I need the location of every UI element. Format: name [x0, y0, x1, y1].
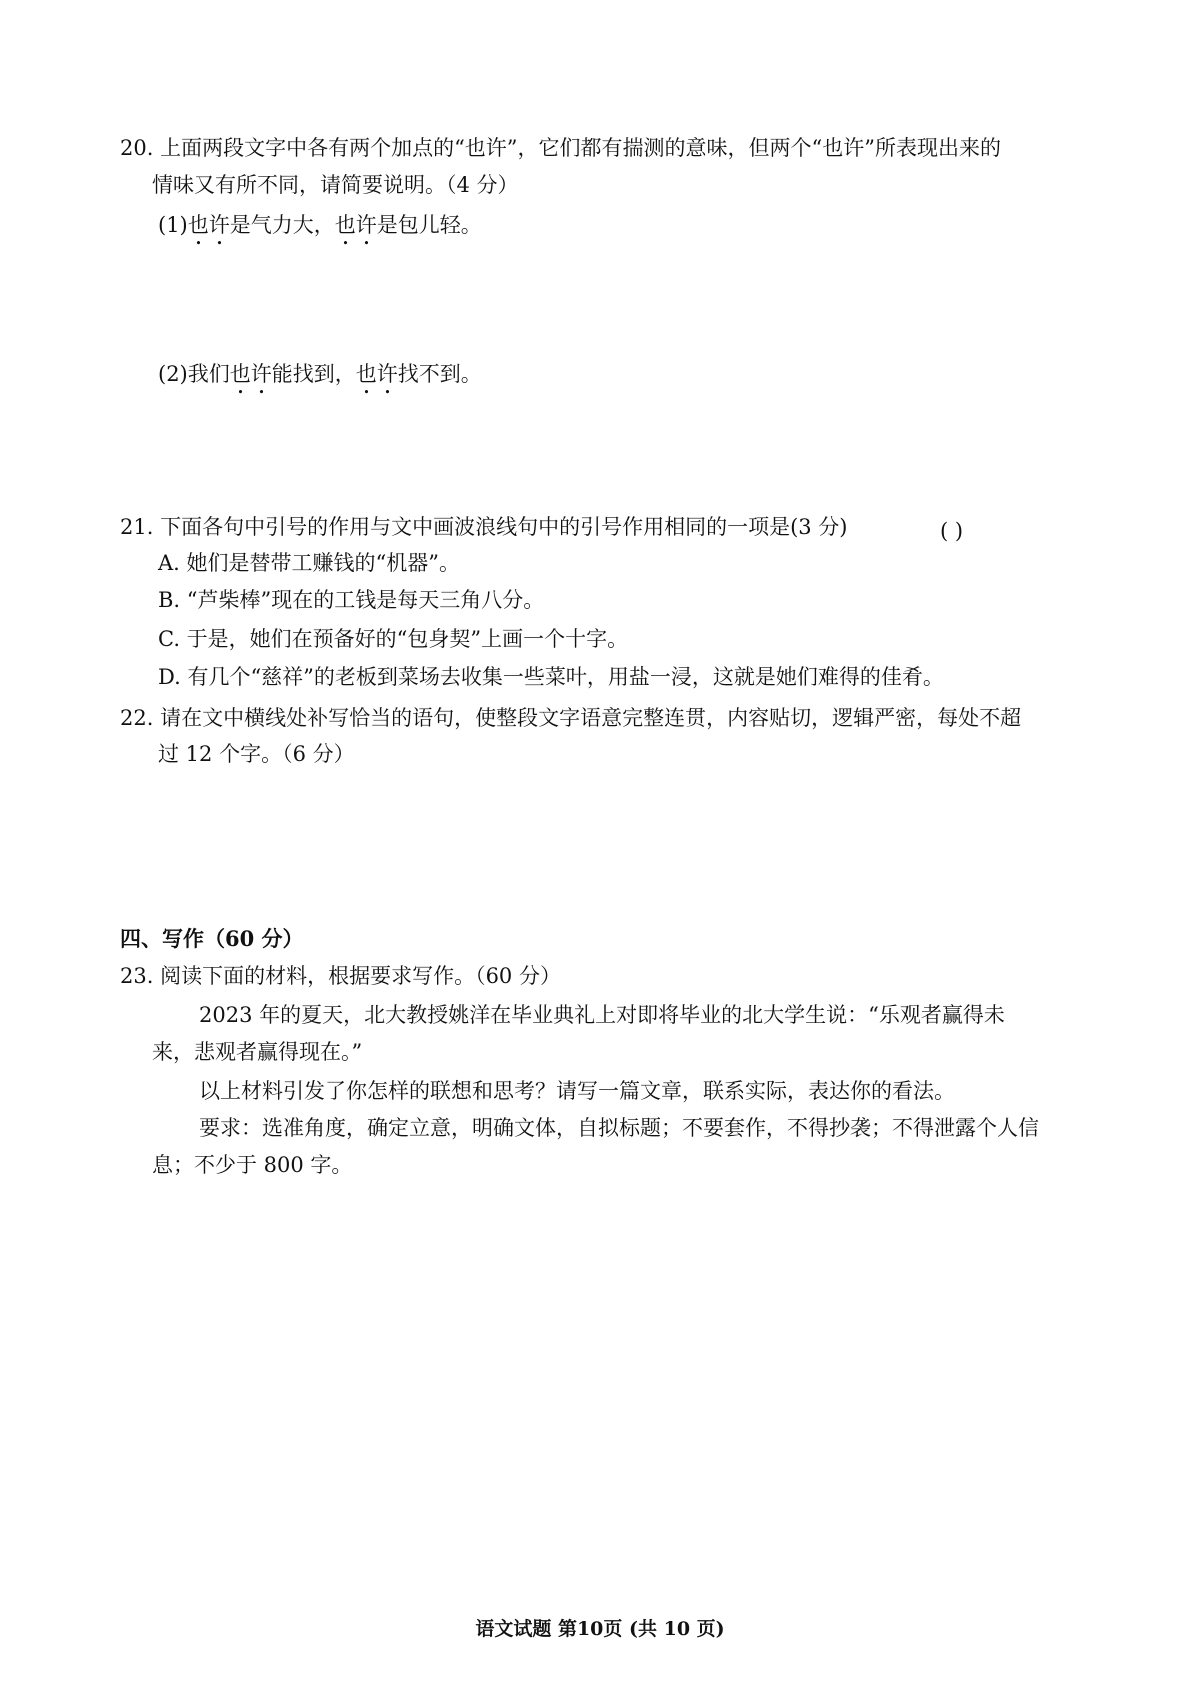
- q20-sub1-emphasis-2: 也许: [334, 213, 377, 237]
- q20-sub1: [158, 210, 482, 250]
- q21-option-b: B. “芦柴棒”现在的工钱是每天三角八分。: [158, 588, 545, 612]
- q23-question: 23. 阅读下面的材料，根据要求写作。（60 分）: [120, 964, 561, 988]
- q20-text-line2: 情味又有所不同，请简要说明。（4 分）: [152, 173, 519, 197]
- q20-sub2-emphasis-2: 也许: [355, 362, 398, 386]
- q23-requirements-line2: 息；不少于 800 字。: [152, 1153, 353, 1177]
- q22-text-line1: 22. 请在文中横线处补写恰当的语句，使整段文字语意完整连贯，内容贴切，逻辑严密，每处不超: [120, 706, 1022, 730]
- q22-text-line2: 过 12 个字。（6 分）: [158, 742, 355, 766]
- q23-requirements-line1: 要求：选准角度，确定立意，明确文体，自拟标题；不要套作，不得抄袭；不得泄露个人信: [199, 1116, 1039, 1140]
- q23-prompt: 以上材料引发了你怎样的联想和思考？请写一篇文章，联系实际，表达你的看法。: [199, 1079, 955, 1103]
- q21-option-d: D. 有几个“慈祥”的老板到菜场去收集一些菜叶，用盐一浸，这就是她们难得的佳肴。: [158, 665, 944, 689]
- q21-question: 21. 下面各句中引号的作用与文中画波浪线句中的引号作用相同的一项是(3 分): [120, 515, 848, 539]
- q20-sub1-suffix: 是包儿轻。: [376, 213, 482, 237]
- q21-answer-blank[interactable]: ( ): [940, 519, 964, 543]
- q20-sub2-mid: 能找到，: [271, 362, 356, 386]
- q23-material-line2: 来，悲观者赢得现在。”: [152, 1040, 363, 1064]
- q21-option-a: A. 她们是替带工赚钱的“机器”。: [158, 551, 460, 575]
- page-footer: 语文试题 第10页 (共 10 页): [475, 1618, 725, 1640]
- q23-material-line1: 2023 年的夏天，北大教授姚洋在毕业典礼上对即将毕业的北大学生说：“乐观者赢得未: [199, 1003, 1005, 1027]
- q20-sub1-mid: 是气力大，: [229, 213, 335, 237]
- q20-sub2-emphasis-1: 也许: [229, 362, 272, 386]
- q20-text-line1: 20. 上面两段文字中各有两个加点的“也许”，它们都有揣测的意味，但两个“也许”所表现出来的: [120, 136, 1002, 160]
- q20-sub2-prefix: (2)我们: [158, 362, 230, 386]
- q20-sub2-suffix: 找不到。: [397, 362, 482, 386]
- section4-heading: 四、写作（60 分）: [120, 926, 304, 951]
- q20-sub1-prefix: (1): [158, 213, 188, 237]
- q21-option-c: C. 于是，她们在预备好的“包身契”上画一个十字。: [158, 627, 629, 651]
- q20-sub2: [158, 359, 482, 399]
- q20-sub1-emphasis-1: 也许: [187, 213, 230, 237]
